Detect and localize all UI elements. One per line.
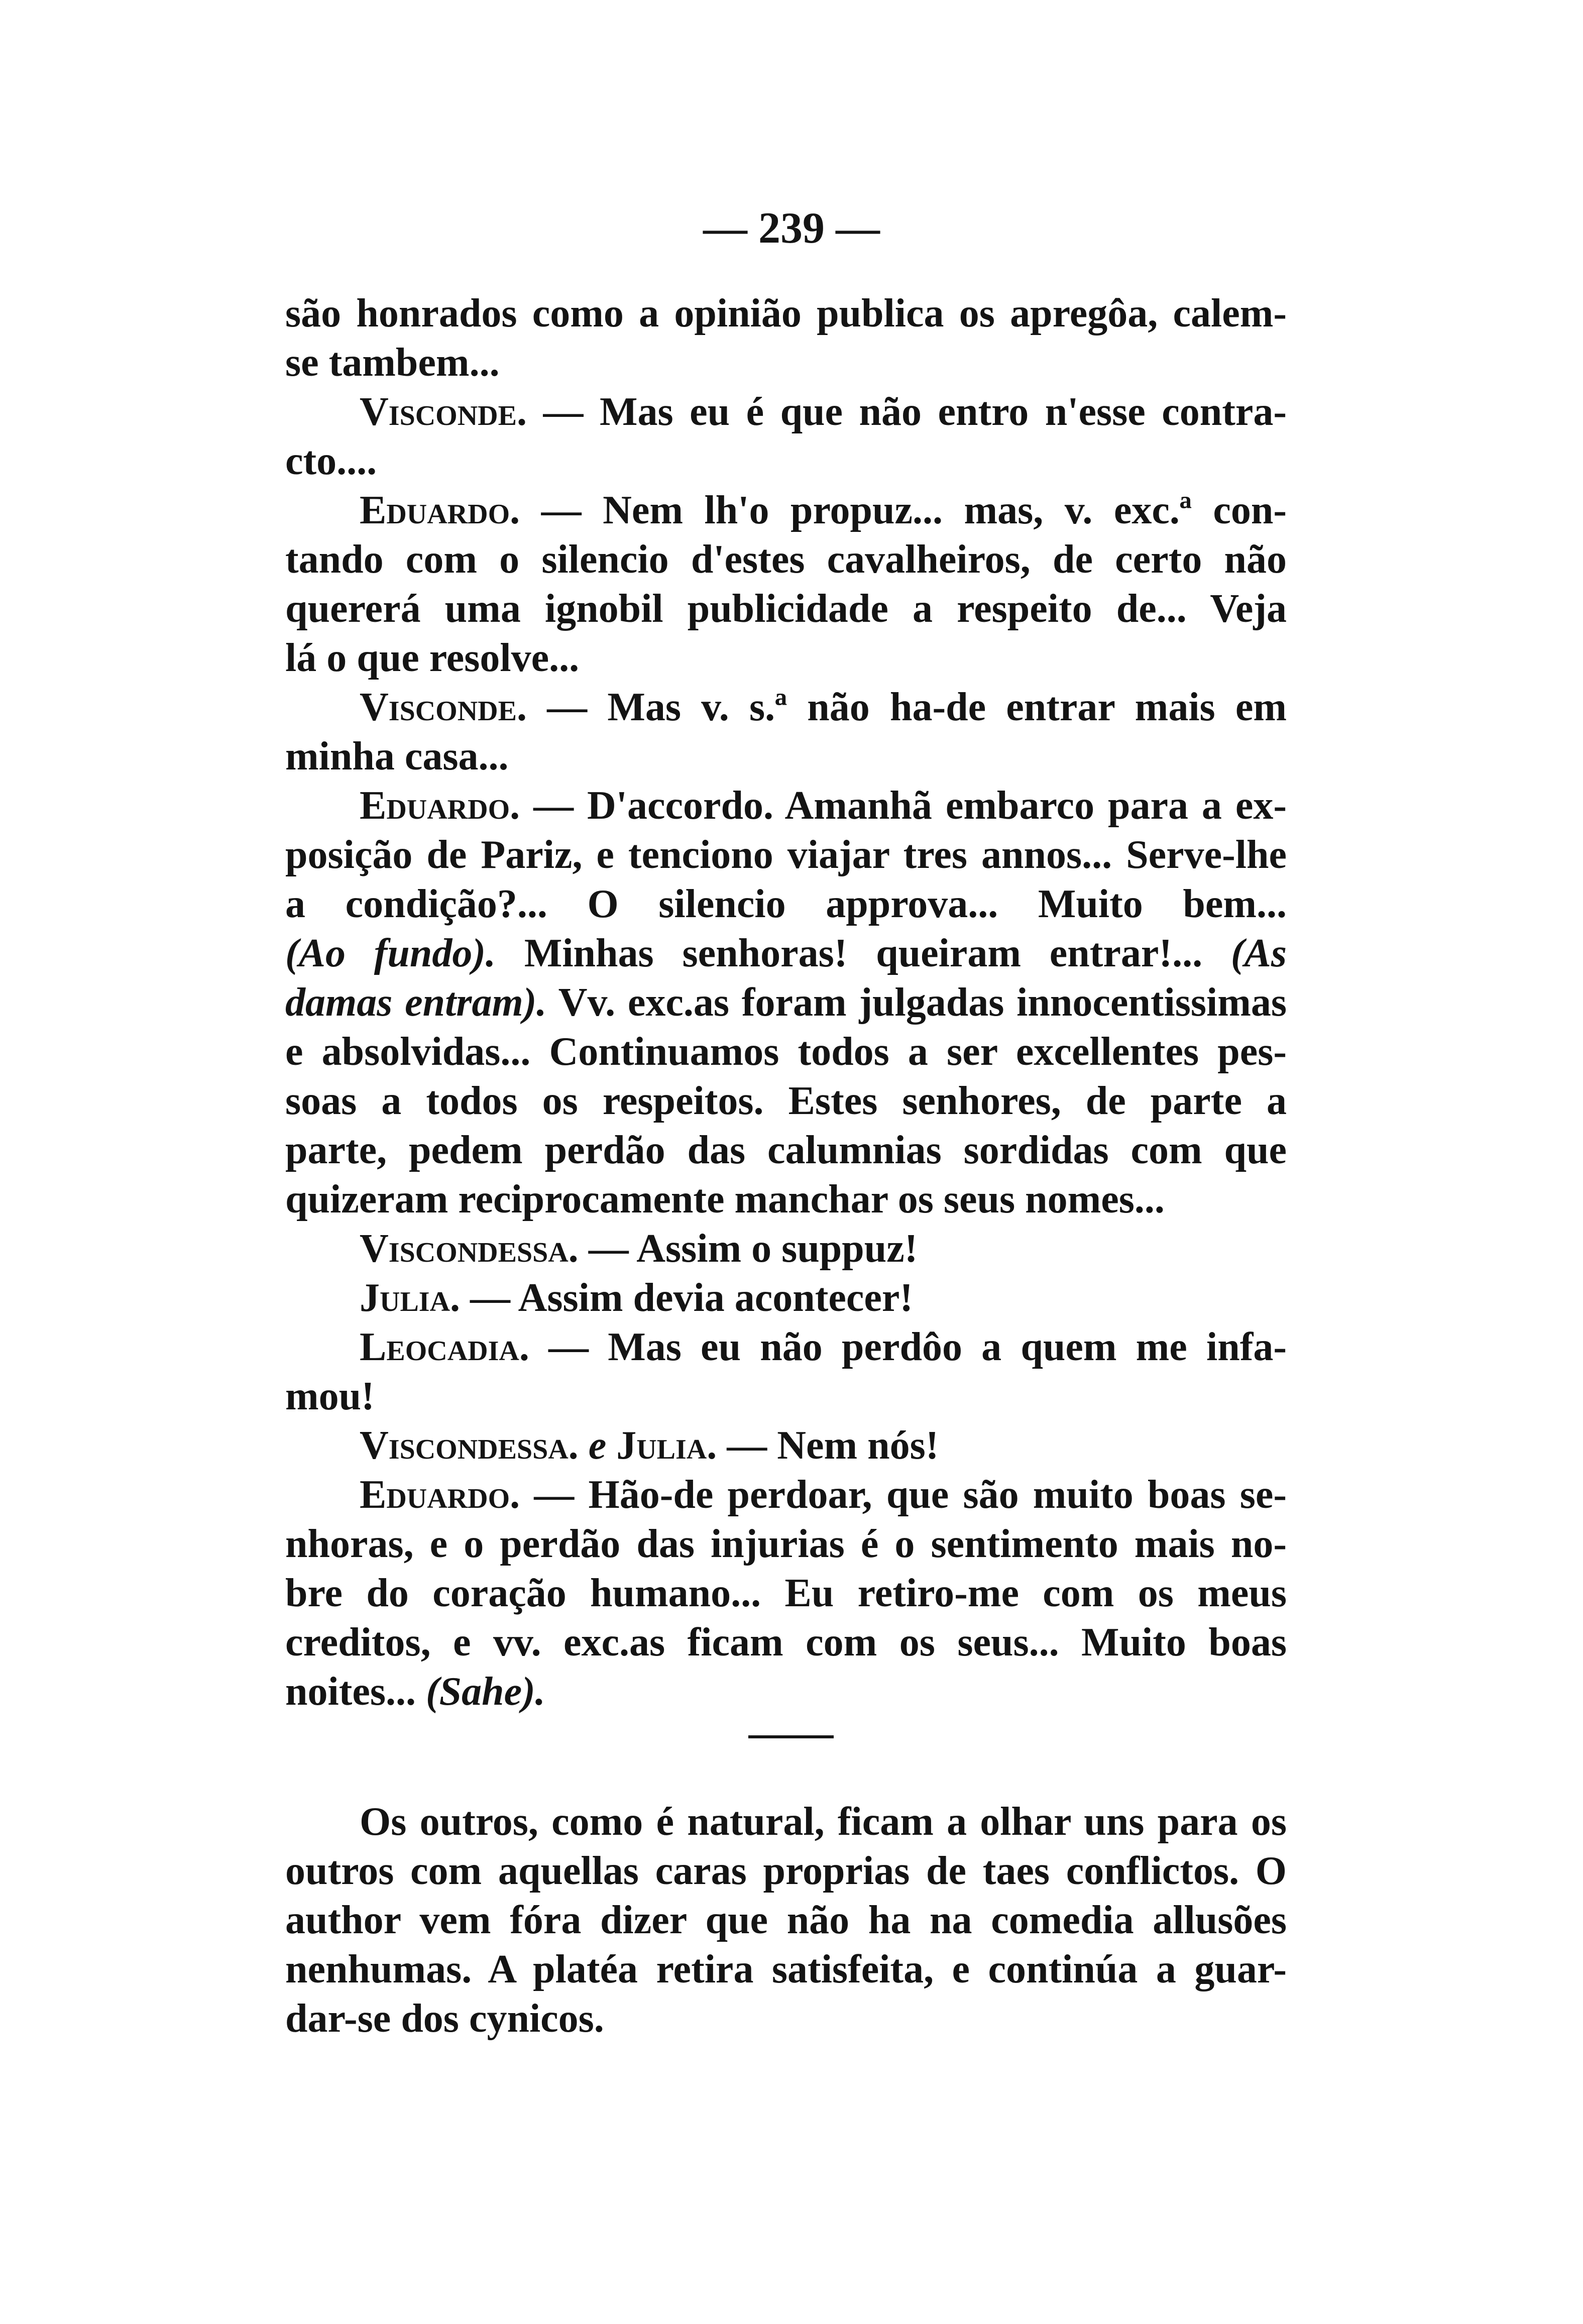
- epilogue-text: [285, 1797, 1287, 2043]
- speech: — Assim devia acontecer!: [470, 1276, 914, 1320]
- text-line: quizeram reciprocamente manchar os seus nomes...: [285, 1177, 1165, 1222]
- speaker-visconde: Visconde.: [360, 685, 527, 729]
- conjunction: e: [578, 1423, 617, 1468]
- speaker-leocadia: Leocadia.: [360, 1325, 529, 1369]
- speech: — Nem lh'o propuz... mas, v. exc.ª con-: [541, 488, 1287, 532]
- text-line: [285, 929, 1287, 978]
- text-line: [285, 1322, 1287, 1372]
- section-divider: [748, 1735, 834, 1738]
- stage-direction: damas entram).: [285, 980, 547, 1025]
- speech: Vv. exc.as foram julgadas innocentissimas: [546, 980, 1287, 1025]
- speaker-julia: Julia.: [616, 1423, 717, 1468]
- text-line: minha casa...: [285, 734, 509, 779]
- speaker-viscondessa: Viscondessa.: [360, 1423, 579, 1468]
- speech: noites...: [285, 1670, 426, 1714]
- text-line: nenhumas. A platéa retira satisfeita, e continúa a guar-: [285, 1947, 1287, 1991]
- speech: — Nem nós!: [727, 1423, 939, 1468]
- stage-direction: (As: [1230, 931, 1287, 975]
- text-line: bre do coração humano... Eu retiro-me com os meus: [285, 1571, 1287, 1615]
- speaker-eduardo: Eduardo.: [360, 1473, 520, 1517]
- text-line: author vem fóra dizer que não ha na comedia allusões: [285, 1898, 1287, 1942]
- text-line: creditos, e vv. exc.as ficam com os seus... Muito boas: [285, 1620, 1287, 1665]
- text-line: outros com aquellas caras proprias de taes conflictos. O: [285, 1849, 1287, 1893]
- text-line: mou!: [285, 1374, 375, 1418]
- speech: — Mas v. s.ª não ha-de entrar mais em: [547, 685, 1287, 729]
- text-line: posição de Pariz, e tenciono viajar tres annos... Serve-lhe: [285, 833, 1287, 877]
- text-line: [285, 683, 1287, 732]
- speaker-eduardo: Eduardo.: [360, 488, 520, 532]
- text-line: nhoras, e o perdão das injurias é o sentimento mais no-: [285, 1522, 1287, 1566]
- speech: — Mas eu não perdôo a quem me infa-: [548, 1325, 1287, 1369]
- text-line: [285, 1667, 1287, 1716]
- text-line: [285, 486, 1287, 535]
- text-line: cto....: [285, 439, 377, 483]
- speech: Minhas senhoras! queiram entrar!...: [496, 931, 1231, 975]
- text-line: Os outros, como é natural, ficam a olhar uns para os: [360, 1800, 1287, 1844]
- text-line: e absolvidas... Continuamos todos a ser excellentes pes-: [285, 1030, 1287, 1074]
- text-line: [285, 387, 1287, 436]
- speech: — Hão-de perdoar, que são muito boas se-: [534, 1473, 1287, 1517]
- text-line: [285, 1273, 1287, 1322]
- page-number: — 239 —: [703, 204, 880, 253]
- stage-direction: (Ao fundo).: [285, 931, 496, 975]
- speaker-viscondessa: Viscondessa.: [360, 1227, 579, 1271]
- text-line: [285, 1470, 1287, 1519]
- speech: — Mas eu é que não entro n'esse contra-: [543, 390, 1287, 434]
- text-line: [285, 978, 1287, 1027]
- speech: — Assim o suppuz!: [588, 1227, 918, 1271]
- text-line: dar-se dos cynicos.: [285, 1997, 604, 2041]
- text-line: tando com o silencio d'estes cavalheiros, de certo não: [285, 537, 1287, 582]
- text-line: soas a todos os respeitos. Estes senhores, de parte a: [285, 1079, 1287, 1123]
- speech: — D'accordo. Amanhã embarco para a ex-: [533, 784, 1287, 828]
- text-line: se tambem...: [285, 341, 500, 385]
- text-line: quererá uma ignobil publicidade a respeito de... Veja: [285, 587, 1287, 631]
- text-line: são honrados como a opinião publica os apregôa, calem-: [285, 291, 1287, 336]
- text-line: lá o que resolve...: [285, 636, 580, 680]
- text-line: a condição?... O silencio approva... Muito bem...: [285, 882, 1287, 926]
- text-line: [285, 781, 1287, 830]
- text-line: [285, 1224, 1287, 1273]
- speaker-visconde: Visconde.: [360, 390, 527, 434]
- text-line: parte, pedem perdão das calumnias sordidas com que: [285, 1128, 1287, 1172]
- stage-direction: (Sahe).: [426, 1670, 545, 1714]
- speaker-eduardo: Eduardo.: [360, 784, 520, 828]
- text-line: [285, 1421, 1287, 1470]
- dialogue-text: [285, 289, 1287, 1716]
- speaker-julia: Julia.: [360, 1276, 461, 1320]
